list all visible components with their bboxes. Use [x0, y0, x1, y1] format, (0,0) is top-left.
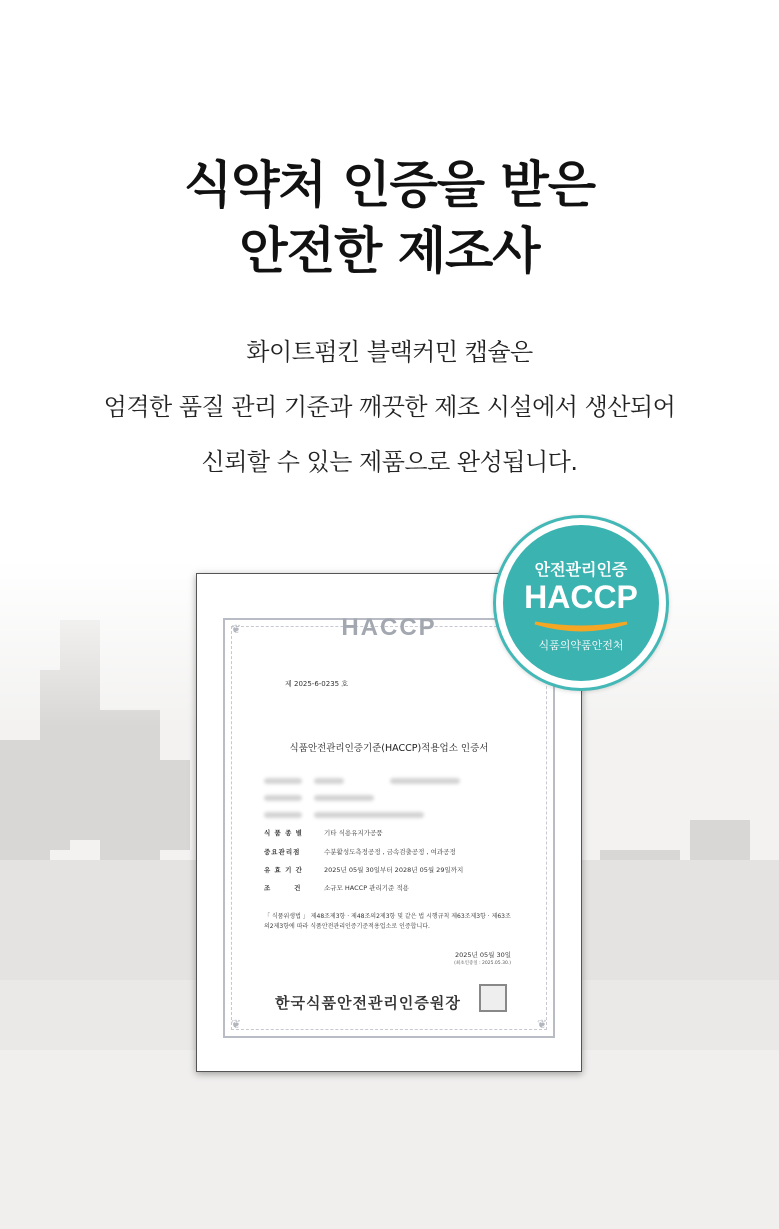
- certificate-field-food-type: 식 품 종 별 기타 식용유지가공품: [264, 829, 383, 837]
- certificate-field-ccp: 중요관리점 수분활성도측정공정 , 금속검출공정 , 여과공정: [264, 848, 456, 856]
- certificate-field-condition: 조 건 소규모 HACCP 관리기준 적용: [264, 884, 409, 892]
- ornament-icon: ❦: [231, 622, 242, 636]
- headline-line-1: 식약처 인증을 받은: [183, 156, 596, 214]
- ornament-icon: ❦: [536, 1017, 547, 1031]
- haccp-badge-top-text: 안전관리인증: [534, 560, 628, 579]
- swoosh-icon: [533, 621, 629, 635]
- certificate-legal-text: 「 식품위생법 」 제48조제3항 · 제48조의2제3항 및 같은 법 시행규칙 제63조제3항 · 제63조의2제3항에 따라 식품안전관리인증기준적용업소로 인증합니다.: [264, 913, 511, 930]
- body-text-line-2: 엄격한 품질 관리 기준과 깨끗한 제조 시설에서 생산되어: [103, 393, 676, 421]
- body-text-line-3: 신뢰할 수 있는 제품으로 완성됩니다.: [201, 448, 578, 476]
- ornament-icon: ❦: [231, 1017, 242, 1031]
- redacted-field: [264, 794, 374, 804]
- certificate-number: 제 2025-6-0235 호: [285, 680, 349, 688]
- body-text-line-1: 화이트펌킨 블랙커민 캡슐은: [246, 338, 533, 366]
- redacted-field: [264, 777, 460, 787]
- haccp-badge-fill: [503, 525, 659, 681]
- certificate-field-validity: 유 효 기 간 2025년 05월 30일부터 2028년 05월 29일까지: [264, 866, 464, 874]
- official-seal: [479, 984, 507, 1012]
- redacted-field: [264, 811, 424, 821]
- certificate-title: 식품안전관리인증기준(HACCP)적용업소 인증서: [289, 743, 489, 754]
- haccp-badge: [493, 515, 669, 691]
- certificate-date: 2025년 05월 30일: [454, 951, 511, 959]
- haccp-badge-logo: HACCP: [524, 579, 638, 615]
- certificate-issuer: 한국식품안전관리인증원장: [275, 994, 461, 1012]
- haccp-badge-bottom-text: 식품의약품안전처: [538, 639, 624, 652]
- certificate-initial-date: (최초인증일 : 2025.05.30.): [454, 961, 511, 966]
- headline-line-2: 안전한 제조사: [239, 222, 540, 280]
- certificate-logo: HACCP: [341, 614, 437, 641]
